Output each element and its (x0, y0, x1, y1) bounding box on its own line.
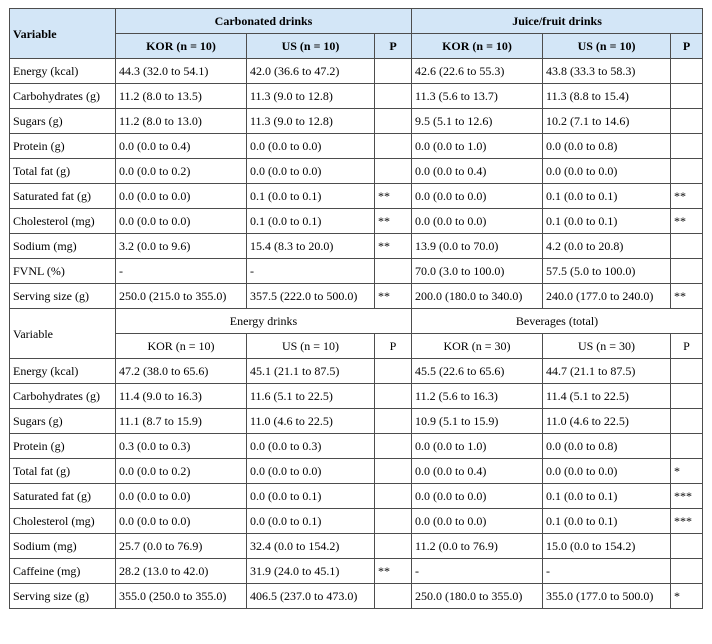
kor-left-cell: - (116, 259, 247, 284)
kor-right-cell: 45.5 (22.6 to 65.6) (412, 359, 543, 384)
kor-left-cell: 28.2 (13.0 to 42.0) (116, 559, 247, 584)
p-left-cell (375, 109, 412, 134)
group-header-right: Juice/fruit drinks (412, 9, 703, 34)
us-left-cell: 15.4 (8.3 to 20.0) (247, 234, 375, 259)
us-right-cell: 0.1 (0.0 to 0.1) (543, 209, 671, 234)
variable-cell: Energy (kcal) (10, 359, 116, 384)
kor-left-cell: 0.0 (0.0 to 0.0) (116, 209, 247, 234)
variable-cell: Total fat (g) (10, 159, 116, 184)
kor-left-cell: 25.7 (0.0 to 76.9) (116, 534, 247, 559)
variable-cell: Serving size (g) (10, 284, 116, 309)
p-left-cell (375, 359, 412, 384)
variable-cell: Sugars (g) (10, 409, 116, 434)
table-row (10, 584, 703, 609)
p-left-cell (375, 509, 412, 534)
us-right-cell: 0.1 (0.0 to 0.1) (543, 484, 671, 509)
us-left-cell: 11.0 (4.6 to 22.5) (247, 409, 375, 434)
kor-left-cell: 44.3 (32.0 to 54.1) (116, 59, 247, 84)
p-left-cell (375, 409, 412, 434)
kor-left-cell: 47.2 (38.0 to 65.6) (116, 359, 247, 384)
variable-cell: Sodium (mg) (10, 534, 116, 559)
variable-cell: Serving size (g) (10, 584, 116, 609)
us-header: US (n = 30) (543, 334, 671, 359)
kor-left-cell: 11.2 (8.0 to 13.5) (116, 84, 247, 109)
p-right-cell (671, 84, 703, 109)
table-row (10, 159, 703, 184)
kor-left-cell: 3.2 (0.0 to 9.6) (116, 234, 247, 259)
p-left-cell: ** (375, 559, 412, 584)
us-left-cell: 45.1 (21.1 to 87.5) (247, 359, 375, 384)
p-header: P (671, 34, 703, 59)
kor-right-cell: 13.9 (0.0 to 70.0) (412, 234, 543, 259)
p-right-cell: *** (671, 484, 703, 509)
table-row (10, 559, 703, 584)
variable-header: Variable (10, 9, 116, 59)
table-row (10, 409, 703, 434)
group-header-right: Beverages (total) (412, 309, 703, 334)
group-header-row (10, 9, 703, 34)
p-header: P (375, 34, 412, 59)
table-row (10, 284, 703, 309)
kor-left-cell: 355.0 (250.0 to 355.0) (116, 584, 247, 609)
us-right-cell: 57.5 (5.0 to 100.0) (543, 259, 671, 284)
p-left-cell (375, 134, 412, 159)
us-left-cell: 11.3 (9.0 to 12.8) (247, 109, 375, 134)
us-left-cell: 0.0 (0.0 to 0.0) (247, 134, 375, 159)
kor-right-cell: 9.5 (5.1 to 12.6) (412, 109, 543, 134)
us-left-cell: 0.1 (0.0 to 0.1) (247, 209, 375, 234)
us-right-cell: 0.1 (0.0 to 0.1) (543, 184, 671, 209)
kor-left-cell: 0.0 (0.0 to 0.0) (116, 484, 247, 509)
p-left-cell (375, 384, 412, 409)
us-left-cell: 357.5 (222.0 to 500.0) (247, 284, 375, 309)
us-header: US (n = 10) (247, 34, 375, 59)
kor-right-cell: 0.0 (0.0 to 0.0) (412, 484, 543, 509)
kor-right-cell: - (412, 559, 543, 584)
kor-left-cell: 11.2 (8.0 to 13.0) (116, 109, 247, 134)
group-header-left: Carbonated drinks (116, 9, 412, 34)
table-row (10, 359, 703, 384)
p-left-cell: ** (375, 284, 412, 309)
p-right-cell (671, 134, 703, 159)
kor-left-cell: 250.0 (215.0 to 355.0) (116, 284, 247, 309)
kor-header: KOR (n = 10) (116, 334, 247, 359)
p-right-cell (671, 434, 703, 459)
us-left-cell: 0.0 (0.0 to 0.1) (247, 484, 375, 509)
kor-right-cell: 0.0 (0.0 to 1.0) (412, 134, 543, 159)
variable-cell: Cholesterol (mg) (10, 209, 116, 234)
table-row (10, 134, 703, 159)
p-header: P (671, 334, 703, 359)
table-row (10, 509, 703, 534)
p-left-cell: ** (375, 234, 412, 259)
us-left-cell: 0.0 (0.0 to 0.0) (247, 159, 375, 184)
us-right-cell: 0.0 (0.0 to 0.8) (543, 434, 671, 459)
kor-right-cell: 11.3 (5.6 to 13.7) (412, 84, 543, 109)
table-row (10, 59, 703, 84)
us-right-cell: 11.4 (5.1 to 22.5) (543, 384, 671, 409)
us-left-cell: 11.3 (9.0 to 12.8) (247, 84, 375, 109)
group-header-row (10, 309, 703, 334)
variable-cell: Carbohydrates (g) (10, 384, 116, 409)
us-right-cell: 355.0 (177.0 to 500.0) (543, 584, 671, 609)
variable-cell: Sodium (mg) (10, 234, 116, 259)
us-left-cell: 0.1 (0.0 to 0.1) (247, 184, 375, 209)
table-row (10, 84, 703, 109)
p-left-cell (375, 584, 412, 609)
variable-cell: Cholesterol (mg) (10, 509, 116, 534)
us-left-cell: 31.9 (24.0 to 45.1) (247, 559, 375, 584)
p-left-cell (375, 159, 412, 184)
p-left-cell (375, 259, 412, 284)
p-right-cell (671, 359, 703, 384)
p-left-cell: ** (375, 184, 412, 209)
table-row (10, 209, 703, 234)
variable-cell: Caffeine (mg) (10, 559, 116, 584)
us-right-cell: 0.0 (0.0 to 0.0) (543, 159, 671, 184)
us-right-cell: 4.2 (0.0 to 20.8) (543, 234, 671, 259)
variable-cell: Protein (g) (10, 434, 116, 459)
kor-right-cell: 11.2 (5.6 to 16.3) (412, 384, 543, 409)
table-row (10, 259, 703, 284)
p-right-cell (671, 59, 703, 84)
p-left-cell (375, 459, 412, 484)
us-left-cell: 11.6 (5.1 to 22.5) (247, 384, 375, 409)
table-row (10, 384, 703, 409)
kor-right-cell: 0.0 (0.0 to 0.4) (412, 459, 543, 484)
p-right-cell: * (671, 584, 703, 609)
variable-cell: Total fat (g) (10, 459, 116, 484)
table-row (10, 459, 703, 484)
us-left-cell: - (247, 259, 375, 284)
kor-right-cell: 0.0 (0.0 to 1.0) (412, 434, 543, 459)
p-right-cell (671, 384, 703, 409)
us-right-cell: 44.7 (21.1 to 87.5) (543, 359, 671, 384)
variable-cell: Saturated fat (g) (10, 184, 116, 209)
kor-left-cell: 0.0 (0.0 to 0.4) (116, 134, 247, 159)
kor-right-cell: 250.0 (180.0 to 355.0) (412, 584, 543, 609)
kor-header: KOR (n = 10) (412, 34, 543, 59)
kor-right-cell: 11.2 (0.0 to 76.9) (412, 534, 543, 559)
p-right-cell (671, 234, 703, 259)
us-left-cell: 0.0 (0.0 to 0.1) (247, 509, 375, 534)
p-right-cell (671, 559, 703, 584)
p-right-cell (671, 259, 703, 284)
variable-cell: Sugars (g) (10, 109, 116, 134)
kor-header: KOR (n = 30) (412, 334, 543, 359)
kor-left-cell: 0.0 (0.0 to 0.2) (116, 159, 247, 184)
us-right-cell: 11.3 (8.8 to 15.4) (543, 84, 671, 109)
us-right-cell: 43.8 (33.3 to 58.3) (543, 59, 671, 84)
us-header: US (n = 10) (543, 34, 671, 59)
kor-left-cell: 0.0 (0.0 to 0.2) (116, 459, 247, 484)
us-right-cell: 10.2 (7.1 to 14.6) (543, 109, 671, 134)
us-left-cell: 0.0 (0.0 to 0.3) (247, 434, 375, 459)
us-right-cell: 240.0 (177.0 to 240.0) (543, 284, 671, 309)
p-left-cell (375, 484, 412, 509)
p-left-cell (375, 84, 412, 109)
table-row (10, 434, 703, 459)
p-right-cell (671, 109, 703, 134)
table-body (10, 9, 703, 609)
p-left-cell (375, 59, 412, 84)
us-left-cell: 32.4 (0.0 to 154.2) (247, 534, 375, 559)
p-header: P (375, 334, 412, 359)
p-right-cell: ** (671, 209, 703, 234)
group-header-left: Energy drinks (116, 309, 412, 334)
us-right-cell: 0.0 (0.0 to 0.0) (543, 459, 671, 484)
kor-left-cell: 0.0 (0.0 to 0.0) (116, 184, 247, 209)
table-row (10, 534, 703, 559)
variable-cell: Saturated fat (g) (10, 484, 116, 509)
variable-header: Variable (10, 309, 116, 359)
p-right-cell: *** (671, 509, 703, 534)
p-left-cell: ** (375, 209, 412, 234)
us-left-cell: 0.0 (0.0 to 0.0) (247, 459, 375, 484)
us-left-cell: 406.5 (237.0 to 473.0) (247, 584, 375, 609)
table-row (10, 184, 703, 209)
kor-right-cell: 200.0 (180.0 to 340.0) (412, 284, 543, 309)
us-right-cell: - (543, 559, 671, 584)
table-row (10, 484, 703, 509)
kor-right-cell: 70.0 (3.0 to 100.0) (412, 259, 543, 284)
variable-cell: FVNL (%) (10, 259, 116, 284)
p-right-cell: * (671, 459, 703, 484)
table-row (10, 234, 703, 259)
kor-right-cell: 0.0 (0.0 to 0.0) (412, 209, 543, 234)
variable-cell: Protein (g) (10, 134, 116, 159)
us-right-cell: 0.1 (0.0 to 0.1) (543, 509, 671, 534)
kor-right-cell: 0.0 (0.0 to 0.4) (412, 159, 543, 184)
nutrition-table (9, 8, 703, 609)
kor-right-cell: 0.0 (0.0 to 0.0) (412, 184, 543, 209)
us-right-cell: 11.0 (4.6 to 22.5) (543, 409, 671, 434)
us-left-cell: 42.0 (36.6 to 47.2) (247, 59, 375, 84)
table-row (10, 109, 703, 134)
p-right-cell: ** (671, 284, 703, 309)
kor-right-cell: 42.6 (22.6 to 55.3) (412, 59, 543, 84)
p-right-cell (671, 159, 703, 184)
kor-left-cell: 0.3 (0.0 to 0.3) (116, 434, 247, 459)
p-right-cell (671, 534, 703, 559)
p-right-cell (671, 409, 703, 434)
variable-cell: Carbohydrates (g) (10, 84, 116, 109)
us-header: US (n = 10) (247, 334, 375, 359)
variable-cell: Energy (kcal) (10, 59, 116, 84)
us-right-cell: 0.0 (0.0 to 0.8) (543, 134, 671, 159)
p-right-cell: ** (671, 184, 703, 209)
p-left-cell (375, 534, 412, 559)
kor-header: KOR (n = 10) (116, 34, 247, 59)
kor-left-cell: 11.4 (9.0 to 16.3) (116, 384, 247, 409)
kor-right-cell: 0.0 (0.0 to 0.0) (412, 509, 543, 534)
p-left-cell (375, 434, 412, 459)
kor-left-cell: 0.0 (0.0 to 0.0) (116, 509, 247, 534)
kor-left-cell: 11.1 (8.7 to 15.9) (116, 409, 247, 434)
us-right-cell: 15.0 (0.0 to 154.2) (543, 534, 671, 559)
kor-right-cell: 10.9 (5.1 to 15.9) (412, 409, 543, 434)
